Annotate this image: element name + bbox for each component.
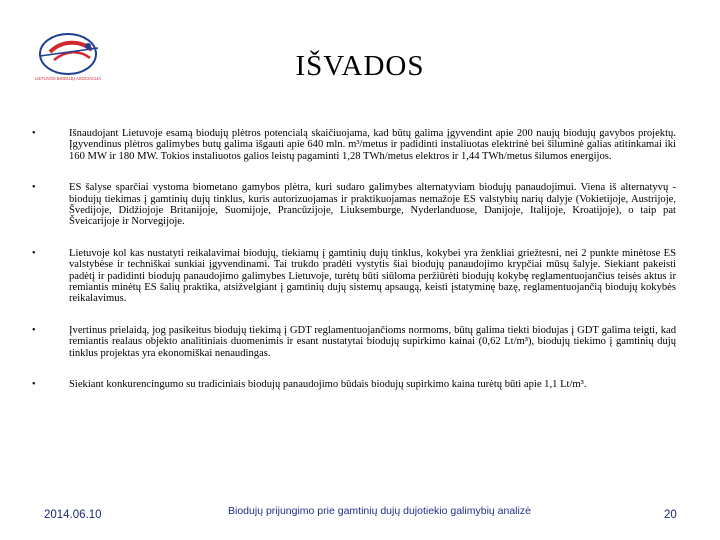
list-item-text: Lietuvoje kol kas nustatyti reikalavimai biodujų, tiekiamų į gamtinių dujų tinklus, kokybei yra ženkliai griežtesni, nei 2 punkte minėtose ES valstybėse ir techniškai sunkiai įgyvendinami. Tai trukdo pradėti vystytis šiai biodujų panaudojimo krypčiai mūsų šalyje. Siekiant pakeisti padėtį ir padidinti biodujų panaudojimo galimybes Lietuvoje, turėtų būti siūloma peržiūrėti biodujų kokybę reglamentuojančius teisės aktus ir remiantis minėtų ES šalių praktika, atsižvelgiant į gamtinių dujų sistemų apsaugą, keisti įstatyminę bazę, reglamentuojančią biodujų kokybės reikalavimus. (69, 247, 676, 305)
footer-title: Biodujų prijungimo prie gamtinių dujų dujotiekio galimybių analizė (228, 505, 531, 517)
list-item (32, 325, 676, 359)
footer-date: 2014.06.10 (44, 509, 102, 521)
bullet-icon: • (32, 247, 36, 259)
bullet-icon: • (32, 128, 36, 139)
bullet-icon: • (32, 182, 36, 194)
list-item (32, 248, 676, 305)
bullet-icon: • (32, 324, 36, 336)
list-item (32, 379, 676, 390)
page-number: 20 (664, 509, 677, 521)
list-item-text: Išnaudojant Lietuvoje esamą biodujų plėtros potencialą skaičiuojama, kad būtų galima įgyvendint apie 200 naujų biodujų gavybos projektų. Įgyvendinus plėtros galimybes butų galima išgauti apie 640 mln. m³/metus ir padidinti instaliuotas elektrinė bei šiluminė galias atitinkamai iki 160 MW ir 180 MW. Tokios instaliuotos galios leistų pagaminti 1,28 TWh/metus elektros ir 1,44 TWh/metus šilumos energijos. (69, 128, 676, 162)
list-item-text: ES šalyse sparčiai vystoma biometano gamybos plėtra, kuri sudaro galimybes alternatyviam biodujų panaudojimui. Viena iš alternatyvų - biodujų tiekimas į gamtinių dujų tinklus, kuris autorizuojamas ir praktikuojamas nemažoje ES valstybių narių dalyje (Vokietijoje, Austrijoje, Švedijoje, Didžiojoje Britanijoje, Suomijoje, Prancūzijoje, Liuksemburge, Nyderlanduose, Danijoje, Italijoje, Kroatijoje), o taip pat Šveicarijoje ir Norvegijoje. (69, 182, 676, 228)
page-title: IŠVADOS (295, 50, 425, 82)
conclusions-list (32, 128, 676, 411)
svg-text:LIETUVOS BIODUJŲ ASOCIACIJA: LIETUVOS BIODUJŲ ASOCIACIJA (34, 76, 102, 81)
list-item (32, 128, 676, 162)
list-item (32, 182, 676, 228)
list-item-text: Įvertinus prielaidą, jog pasikeitus biodujų tiekimą į GDT reglamentuojančioms normoms, būtų galima tiekti biodujas į GDT galima teigti, kad remiantis realaus objekto analitiniais duomenimis ir esant nustatytai biodujų supirkimo kainai (0,62 Lt/m³), biodujų tiekimo į gamtinių dujų tinklus projektas yra ekonomiškai nenaudingas. (69, 324, 676, 359)
bullet-icon: • (32, 379, 36, 391)
list-item-text: Siekiant konkurencingumo su tradiciniais biodujų panaudojimo būdais biodujų supirkimo kaina turėtų būti apie 1,1 Lt/m³. (69, 379, 587, 391)
